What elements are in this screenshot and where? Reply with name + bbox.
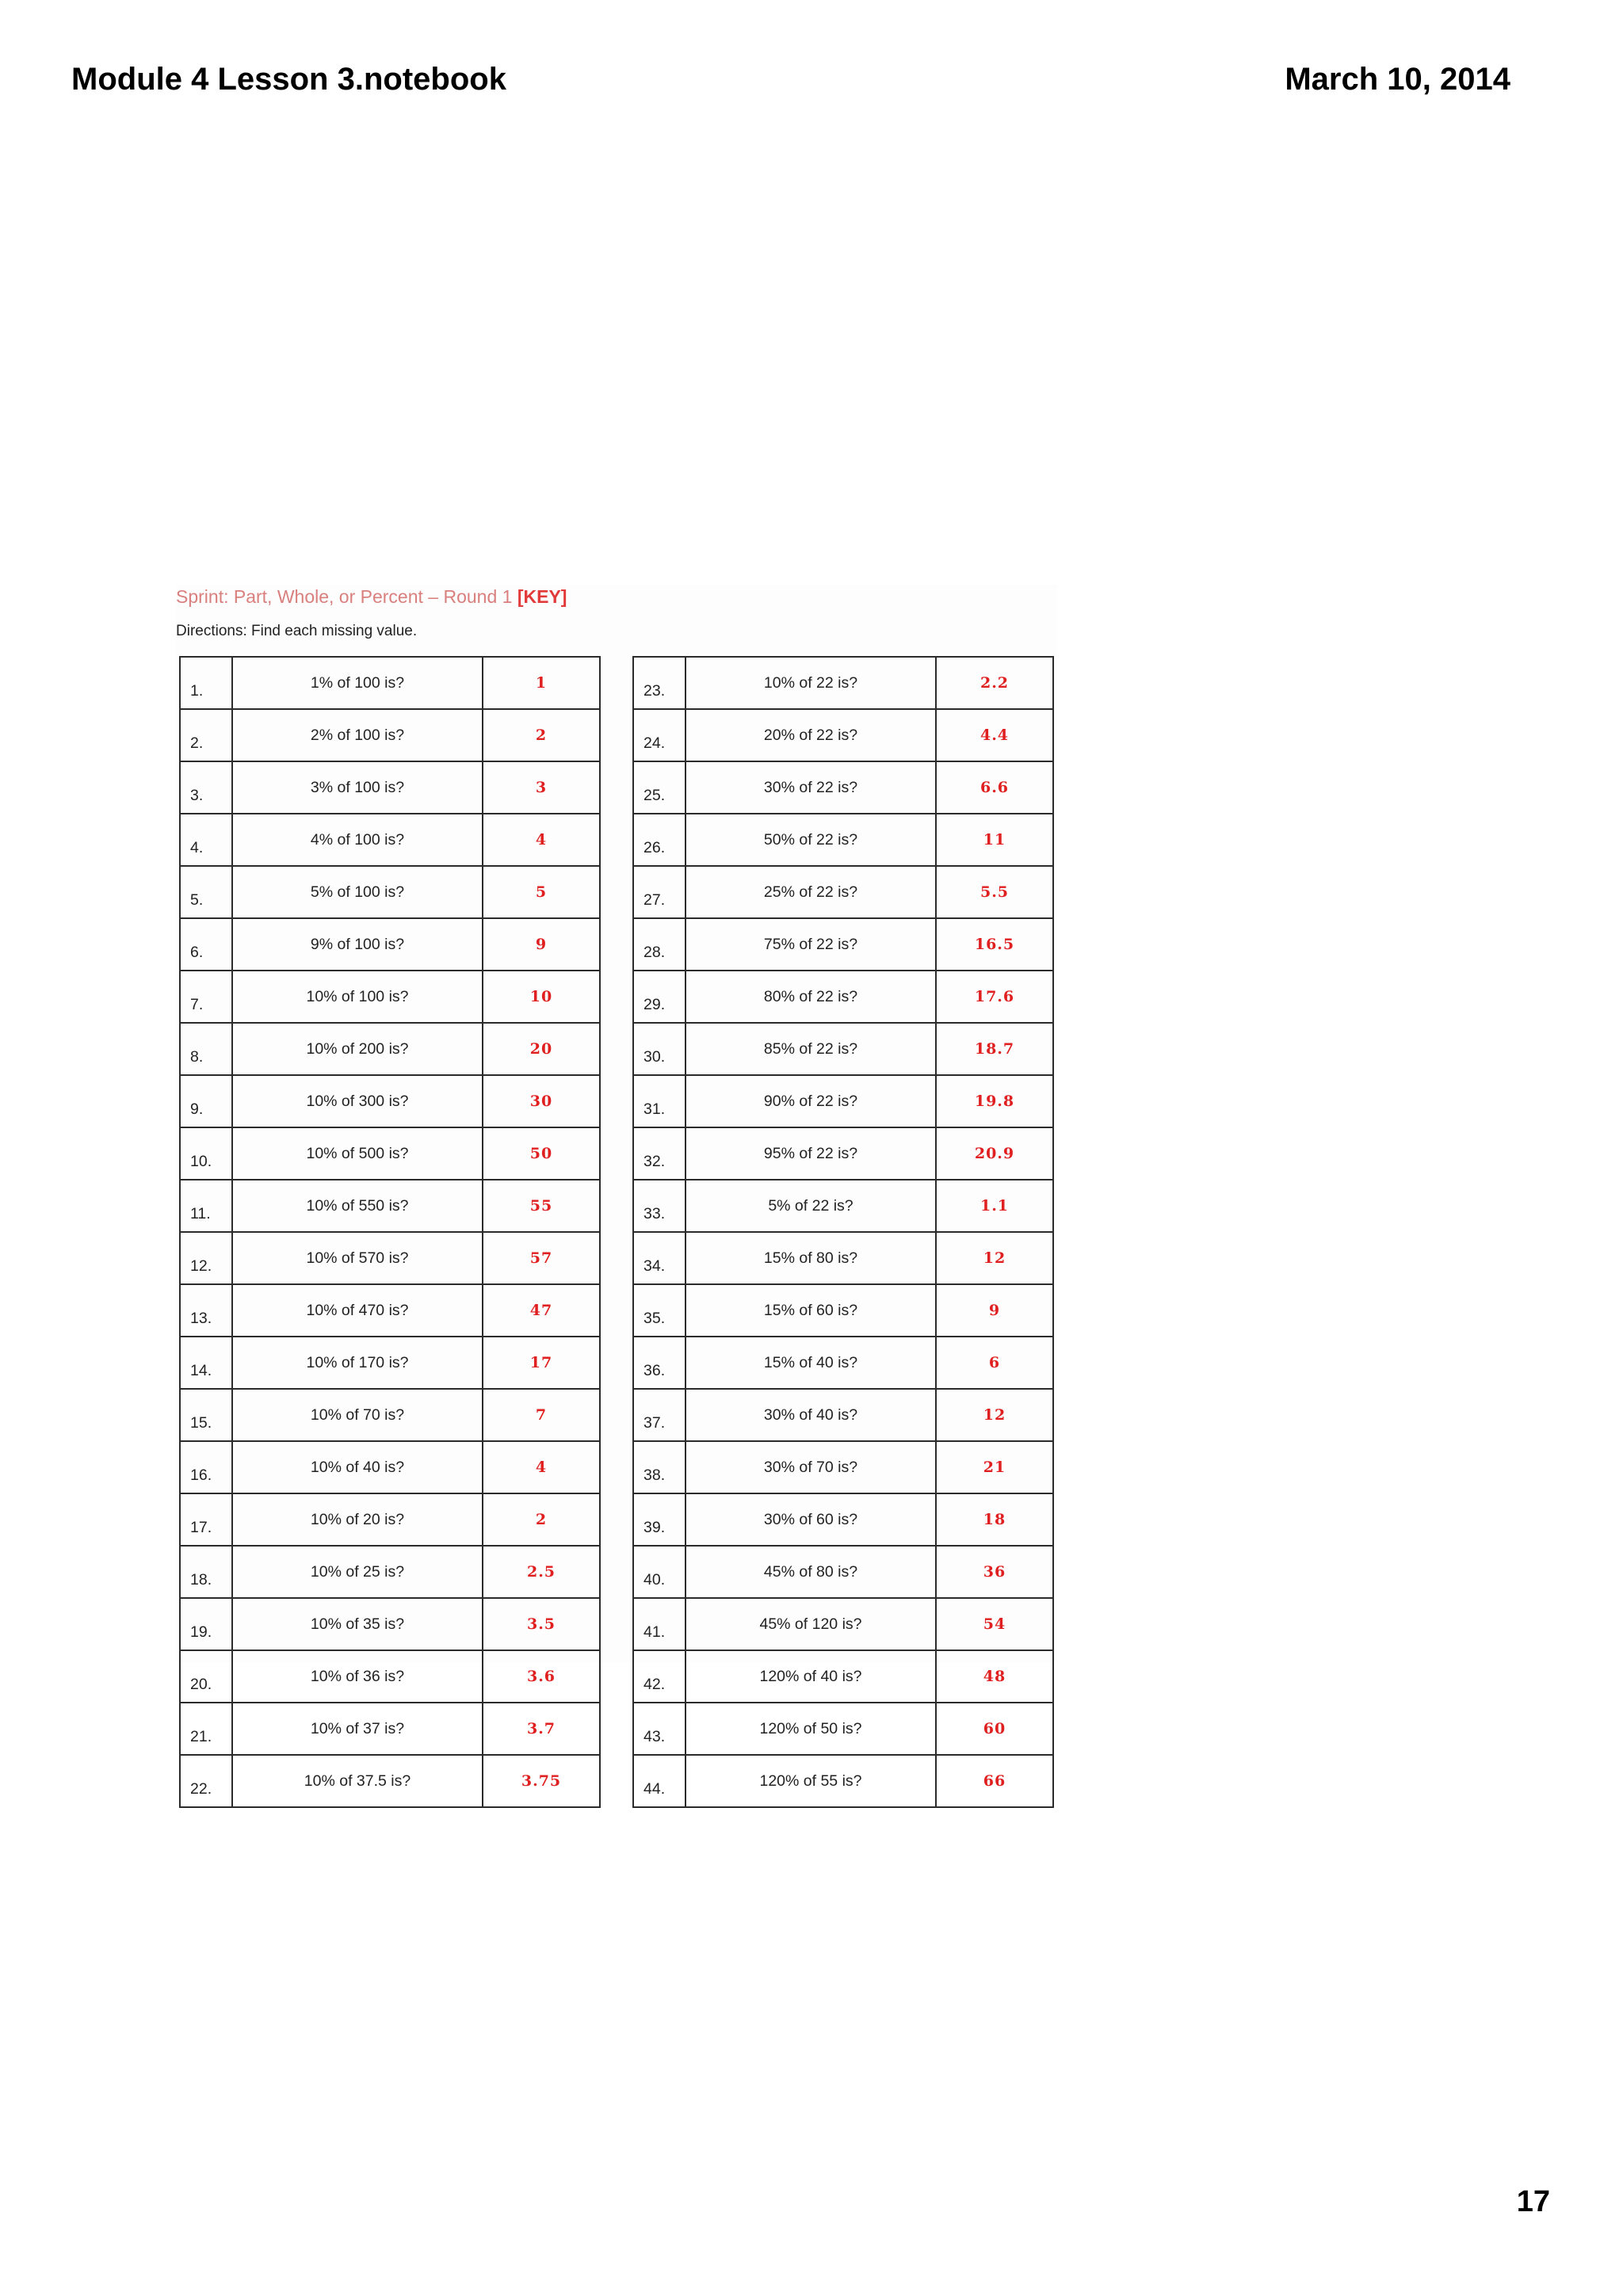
problem-row bbox=[633, 1232, 1053, 1284]
problem-number: 34. bbox=[633, 1232, 685, 1284]
problem-row bbox=[180, 1650, 600, 1703]
problem-number: 40. bbox=[633, 1546, 685, 1598]
problem-question: 50% of 22 is? bbox=[685, 814, 936, 866]
problem-row bbox=[180, 761, 600, 814]
problem-answer: 4 bbox=[483, 1441, 600, 1493]
problem-question: 15% of 40 is? bbox=[685, 1337, 936, 1389]
problem-number: 22. bbox=[180, 1755, 232, 1807]
problem-number: 38. bbox=[633, 1441, 685, 1493]
problem-answer: 5 bbox=[483, 866, 600, 918]
problem-number: 43. bbox=[633, 1703, 685, 1755]
problem-answer: 3 bbox=[483, 761, 600, 814]
problem-question: 20% of 22 is? bbox=[685, 709, 936, 761]
problem-answer: 11 bbox=[936, 814, 1053, 866]
problem-row bbox=[633, 1493, 1053, 1546]
problem-number: 1. bbox=[180, 657, 232, 709]
problem-number: 4. bbox=[180, 814, 232, 866]
problem-question: 120% of 50 is? bbox=[685, 1703, 936, 1755]
problem-answer: 17.6 bbox=[936, 971, 1053, 1023]
problem-answer: 36 bbox=[936, 1546, 1053, 1598]
problem-answer: 4.4 bbox=[936, 709, 1053, 761]
problem-table-left bbox=[179, 656, 601, 1808]
problem-question: 85% of 22 is? bbox=[685, 1023, 936, 1075]
problem-number: 27. bbox=[633, 866, 685, 918]
problem-question: 10% of 36 is? bbox=[232, 1650, 483, 1703]
problem-row bbox=[633, 1127, 1053, 1180]
problem-number: 42. bbox=[633, 1650, 685, 1703]
problem-question: 15% of 80 is? bbox=[685, 1232, 936, 1284]
problem-row bbox=[633, 1389, 1053, 1441]
problem-row bbox=[633, 814, 1053, 866]
problem-number: 9. bbox=[180, 1075, 232, 1127]
problem-question: 10% of 570 is? bbox=[232, 1232, 483, 1284]
problem-number: 37. bbox=[633, 1389, 685, 1441]
problem-row bbox=[180, 971, 600, 1023]
problem-answer: 60 bbox=[936, 1703, 1053, 1755]
problem-answer: 30 bbox=[483, 1075, 600, 1127]
problem-number: 18. bbox=[180, 1546, 232, 1598]
problem-answer: 66 bbox=[936, 1755, 1053, 1807]
problem-answer: 50 bbox=[483, 1127, 600, 1180]
problem-question: 10% of 70 is? bbox=[232, 1389, 483, 1441]
problem-row bbox=[180, 1284, 600, 1337]
problem-row bbox=[633, 1441, 1053, 1493]
problem-number: 30. bbox=[633, 1023, 685, 1075]
problem-row bbox=[633, 761, 1053, 814]
problem-answer: 10 bbox=[483, 971, 600, 1023]
problem-question: 10% of 500 is? bbox=[232, 1127, 483, 1180]
problem-answer: 21 bbox=[936, 1441, 1053, 1493]
problem-number: 11. bbox=[180, 1180, 232, 1232]
notebook-date: March 10, 2014 bbox=[1285, 62, 1510, 97]
problem-number: 15. bbox=[180, 1389, 232, 1441]
problem-question: 75% of 22 is? bbox=[685, 918, 936, 971]
problem-row bbox=[180, 1546, 600, 1598]
problem-answer: 2.2 bbox=[936, 657, 1053, 709]
problem-question: 30% of 40 is? bbox=[685, 1389, 936, 1441]
sprint-title-text: Sprint: Part, Whole, or Percent – Round 1 bbox=[176, 586, 513, 607]
problem-row bbox=[633, 1598, 1053, 1650]
problem-number: 13. bbox=[180, 1284, 232, 1337]
problem-row bbox=[633, 1284, 1053, 1337]
problem-number: 28. bbox=[633, 918, 685, 971]
problem-question: 30% of 22 is? bbox=[685, 761, 936, 814]
problem-answer: 18 bbox=[936, 1493, 1053, 1546]
problem-number: 35. bbox=[633, 1284, 685, 1337]
problem-row bbox=[180, 1232, 600, 1284]
problem-question: 45% of 80 is? bbox=[685, 1546, 936, 1598]
problem-row bbox=[633, 866, 1053, 918]
problem-question: 10% of 200 is? bbox=[232, 1023, 483, 1075]
problem-answer: 9 bbox=[483, 918, 600, 971]
problem-row bbox=[180, 657, 600, 709]
problem-answer: 9 bbox=[936, 1284, 1053, 1337]
problem-number: 32. bbox=[633, 1127, 685, 1180]
problem-answer: 18.7 bbox=[936, 1023, 1053, 1075]
problem-answer: 3.6 bbox=[483, 1650, 600, 1703]
problem-answer: 2.5 bbox=[483, 1546, 600, 1598]
problem-row bbox=[180, 1180, 600, 1232]
problem-answer: 20.9 bbox=[936, 1127, 1053, 1180]
problem-row bbox=[180, 1337, 600, 1389]
problem-number: 6. bbox=[180, 918, 232, 971]
problem-answer: 6.6 bbox=[936, 761, 1053, 814]
problem-row bbox=[633, 918, 1053, 971]
problem-answer: 17 bbox=[483, 1337, 600, 1389]
problem-row bbox=[633, 1650, 1053, 1703]
problem-question: 10% of 25 is? bbox=[232, 1546, 483, 1598]
problem-number: 41. bbox=[633, 1598, 685, 1650]
problem-table-right bbox=[632, 656, 1054, 1808]
problem-question: 10% of 550 is? bbox=[232, 1180, 483, 1232]
problem-answer: 2 bbox=[483, 1493, 600, 1546]
problem-row bbox=[633, 1075, 1053, 1127]
problem-number: 33. bbox=[633, 1180, 685, 1232]
problem-row bbox=[180, 1703, 600, 1755]
problem-question: 5% of 22 is? bbox=[685, 1180, 936, 1232]
problem-question: 3% of 100 is? bbox=[232, 761, 483, 814]
problem-question: 1% of 100 is? bbox=[232, 657, 483, 709]
problem-question: 15% of 60 is? bbox=[685, 1284, 936, 1337]
problem-answer: 1.1 bbox=[936, 1180, 1053, 1232]
problem-number: 25. bbox=[633, 761, 685, 814]
problem-number: 17. bbox=[180, 1493, 232, 1546]
problem-answer: 48 bbox=[936, 1650, 1053, 1703]
problem-row bbox=[180, 1127, 600, 1180]
problem-question: 80% of 22 is? bbox=[685, 971, 936, 1023]
problem-answer: 7 bbox=[483, 1389, 600, 1441]
problem-answer: 16.5 bbox=[936, 918, 1053, 971]
problem-question: 90% of 22 is? bbox=[685, 1075, 936, 1127]
problem-question: 4% of 100 is? bbox=[232, 814, 483, 866]
problem-number: 5. bbox=[180, 866, 232, 918]
problem-question: 10% of 37 is? bbox=[232, 1703, 483, 1755]
problem-question: 10% of 22 is? bbox=[685, 657, 936, 709]
notebook-title: Module 4 Lesson 3.notebook bbox=[71, 62, 506, 97]
problem-number: 8. bbox=[180, 1023, 232, 1075]
problem-row bbox=[180, 1493, 600, 1546]
problem-number: 44. bbox=[633, 1755, 685, 1807]
problem-answer: 12 bbox=[936, 1389, 1053, 1441]
problem-number: 21. bbox=[180, 1703, 232, 1755]
problem-row bbox=[633, 971, 1053, 1023]
key-label: [KEY] bbox=[517, 586, 567, 607]
problem-number: 29. bbox=[633, 971, 685, 1023]
sprint-directions: Directions: Find each missing value. bbox=[176, 623, 418, 639]
problem-number: 10. bbox=[180, 1127, 232, 1180]
problem-answer: 6 bbox=[936, 1337, 1053, 1389]
problem-answer: 57 bbox=[483, 1232, 600, 1284]
problem-number: 7. bbox=[180, 971, 232, 1023]
problem-row bbox=[180, 1755, 600, 1807]
problem-question: 10% of 37.5 is? bbox=[232, 1755, 483, 1807]
problem-number: 16. bbox=[180, 1441, 232, 1493]
problem-question: 10% of 300 is? bbox=[232, 1075, 483, 1127]
problem-number: 26. bbox=[633, 814, 685, 866]
problem-number: 20. bbox=[180, 1650, 232, 1703]
problem-number: 19. bbox=[180, 1598, 232, 1650]
problem-answer: 2 bbox=[483, 709, 600, 761]
problem-number: 36. bbox=[633, 1337, 685, 1389]
problem-row bbox=[180, 1441, 600, 1493]
problem-answer: 4 bbox=[483, 814, 600, 866]
problem-number: 2. bbox=[180, 709, 232, 761]
problem-question: 95% of 22 is? bbox=[685, 1127, 936, 1180]
problem-row bbox=[633, 657, 1053, 709]
problem-number: 23. bbox=[633, 657, 685, 709]
problem-row bbox=[180, 1023, 600, 1075]
problem-answer: 19.8 bbox=[936, 1075, 1053, 1127]
problem-number: 24. bbox=[633, 709, 685, 761]
problem-row bbox=[633, 1023, 1053, 1075]
problem-question: 10% of 40 is? bbox=[232, 1441, 483, 1493]
problem-answer: 55 bbox=[483, 1180, 600, 1232]
sprint-worksheet-image bbox=[176, 585, 1057, 1798]
problem-row bbox=[633, 1180, 1053, 1232]
problem-question: 10% of 35 is? bbox=[232, 1598, 483, 1650]
problem-number: 3. bbox=[180, 761, 232, 814]
problem-question: 10% of 470 is? bbox=[232, 1284, 483, 1337]
problem-question: 45% of 120 is? bbox=[685, 1598, 936, 1650]
problem-number: 39. bbox=[633, 1493, 685, 1546]
problem-question: 120% of 40 is? bbox=[685, 1650, 936, 1703]
problem-question: 10% of 100 is? bbox=[232, 971, 483, 1023]
problem-number: 31. bbox=[633, 1075, 685, 1127]
problem-answer: 12 bbox=[936, 1232, 1053, 1284]
problem-row bbox=[180, 1075, 600, 1127]
problem-answer: 54 bbox=[936, 1598, 1053, 1650]
problem-answer: 3.5 bbox=[483, 1598, 600, 1650]
problem-row bbox=[633, 1755, 1053, 1807]
problem-answer: 47 bbox=[483, 1284, 600, 1337]
problem-row bbox=[180, 814, 600, 866]
problem-row bbox=[633, 1703, 1053, 1755]
problem-question: 2% of 100 is? bbox=[232, 709, 483, 761]
problem-row bbox=[180, 918, 600, 971]
problem-row bbox=[180, 1389, 600, 1441]
problem-question: 9% of 100 is? bbox=[232, 918, 483, 971]
problem-answer: 20 bbox=[483, 1023, 600, 1075]
problem-question: 30% of 70 is? bbox=[685, 1441, 936, 1493]
problem-row bbox=[633, 1337, 1053, 1389]
problem-number: 14. bbox=[180, 1337, 232, 1389]
problem-question: 10% of 170 is? bbox=[232, 1337, 483, 1389]
problem-answer: 3.75 bbox=[483, 1755, 600, 1807]
problem-question: 25% of 22 is? bbox=[685, 866, 936, 918]
problem-answer: 5.5 bbox=[936, 866, 1053, 918]
problem-row bbox=[633, 709, 1053, 761]
problem-row bbox=[180, 1598, 600, 1650]
page-number: 17 bbox=[1516, 2185, 1550, 2218]
problem-answer: 3.7 bbox=[483, 1703, 600, 1755]
problem-question: 30% of 60 is? bbox=[685, 1493, 936, 1546]
problem-question: 5% of 100 is? bbox=[232, 866, 483, 918]
problem-row bbox=[180, 709, 600, 761]
problem-number: 12. bbox=[180, 1232, 232, 1284]
problem-row bbox=[633, 1546, 1053, 1598]
problem-question: 120% of 55 is? bbox=[685, 1755, 936, 1807]
sprint-title bbox=[176, 586, 567, 608]
problem-answer: 1 bbox=[483, 657, 600, 709]
problem-question: 10% of 20 is? bbox=[232, 1493, 483, 1546]
problem-row bbox=[180, 866, 600, 918]
